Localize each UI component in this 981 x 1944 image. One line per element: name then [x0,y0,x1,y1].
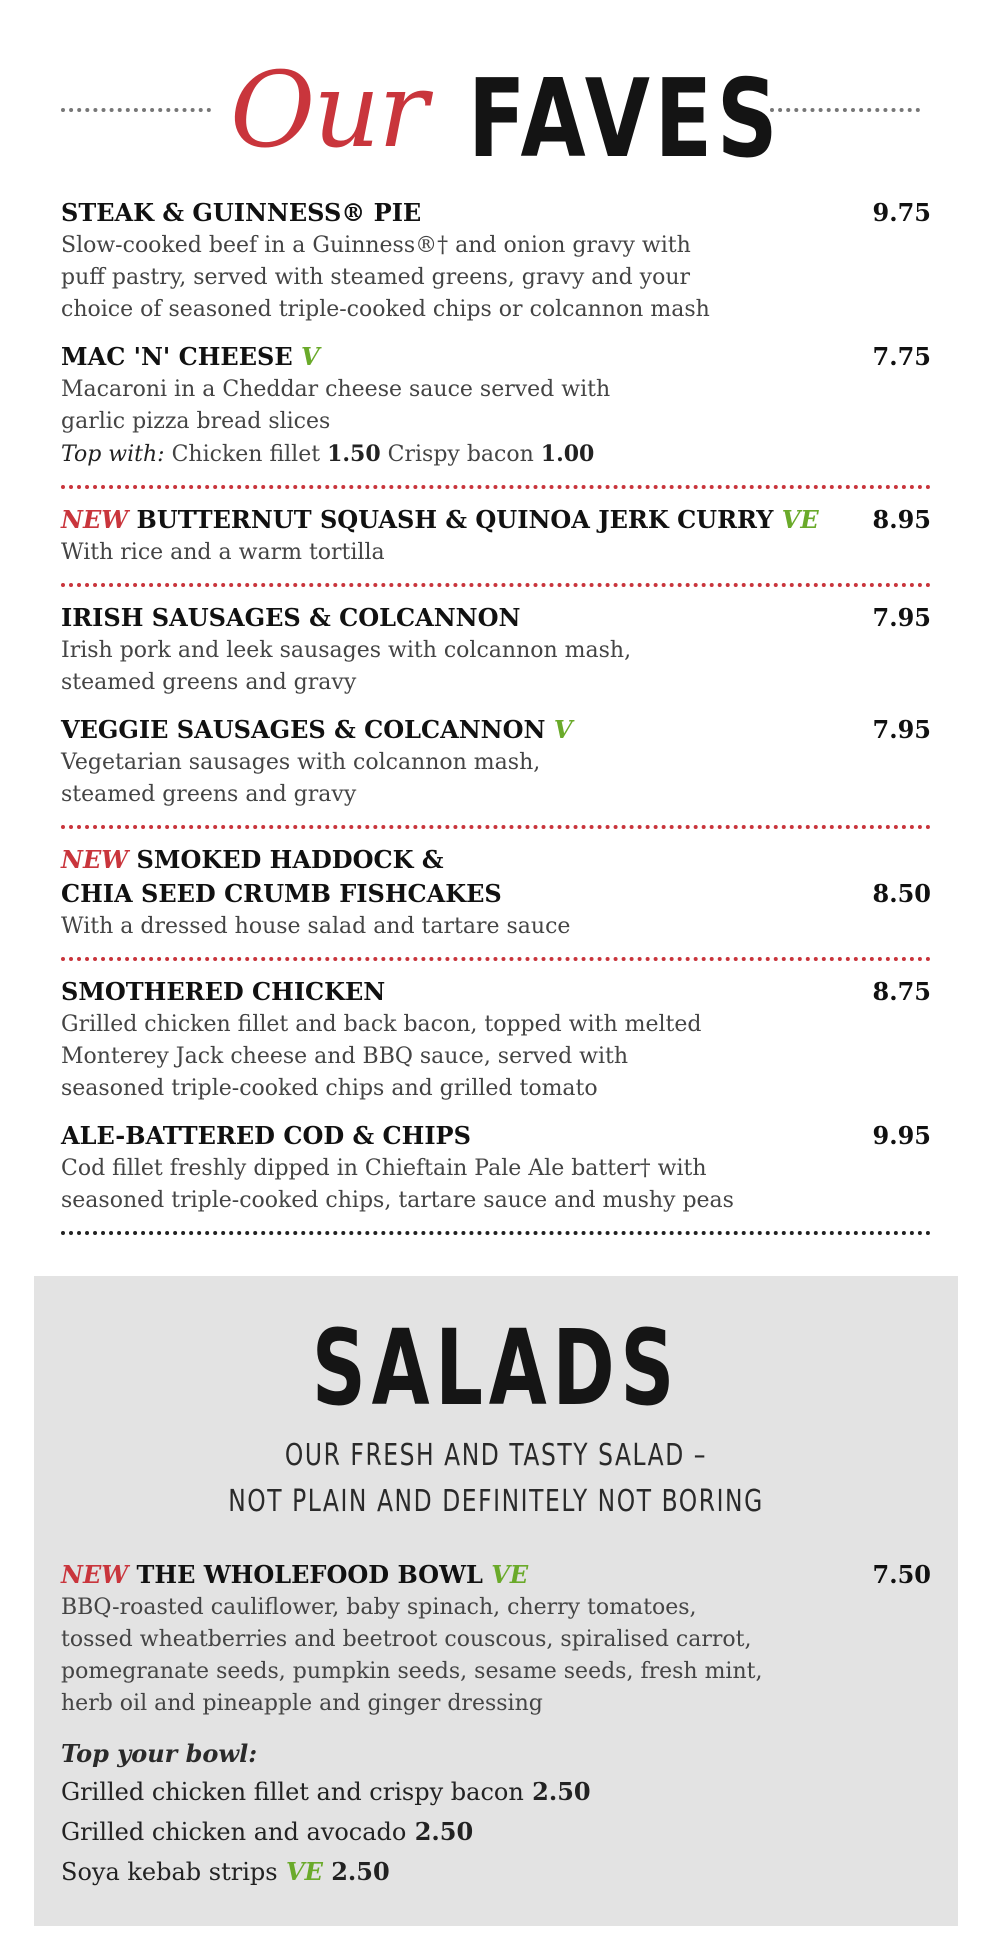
title-script-word: Our [230,49,426,171]
red-dotted-divider [61,583,931,587]
item-name-line-2: CHIA SEED CRUMB FISHCAKES [61,879,502,908]
vegan-badge: VE [285,1857,323,1886]
item-desc: With rice and a warm tortilla [61,540,385,565]
bowl-option: Grilled chicken and avocado 2.50 [61,1817,474,1846]
salads-subtitle-line-1: OUR FRESH AND TASTY SALAD – [284,1438,708,1473]
header-dots-left [61,108,211,112]
item-desc: Macaroni in a Cheddar cheese sauce served with garlic pizza bread slices Top with: Chicken fillet 1.50 Crispy bacon 1.00 [61,374,931,471]
salad-menu [61,1558,931,1892]
title-block-word: FAVES [468,57,783,182]
bowl-option: Grilled chicken fillet and crispy bacon 2.50 [61,1777,591,1806]
item-desc: Grilled chicken fillet and back bacon, topped with melted Monterey Jack cheese and BBQ sauce, served with seasoned triple-cooked chips and grilled tomato [61,1012,702,1101]
new-badge: NEW [61,505,129,534]
item-name: STEAK & GUINNESS® PIE [61,198,422,227]
item-name: NEW BUTTERNUT SQUASH & QUINOA JERK CURRY VE [61,505,819,534]
item-name: NEW THE WHOLEFOOD BOWL VE [61,1560,529,1589]
menu-item-jerk-curry [61,503,931,569]
top-your-bowl-label: Top your bowl: [61,1739,258,1768]
menu-item-mac-cheese [61,340,931,471]
header-dots-right [770,108,920,112]
salads-subtitle-line-2: NOT PLAIN AND DEFINITELY NOT BORING [228,1484,764,1519]
item-desc: Cod fillet freshly dipped in Chieftain Pale Ale batter† with seasoned triple-cooked chips, tartare sauce and mushy peas [61,1156,734,1213]
menu-item-wholefood-bowl [61,1558,931,1720]
item-name: NEW SMOKED HADDOCK & [61,845,444,874]
dark-dotted-divider [61,1231,931,1235]
vegetarian-badge: V [553,715,573,744]
item-price: 7.95 [872,603,931,632]
red-dotted-divider [61,485,931,489]
faves-menu [61,196,931,1249]
item-price: 8.95 [872,505,931,534]
top-with-line: Top with: Chicken fillet 1.50 Crispy bacon 1.00 [61,441,595,467]
vegan-badge: VE [491,1560,529,1589]
vegetarian-badge: V [300,342,320,371]
item-name: VEGGIE SAUSAGES & COLCANNON V [61,715,573,744]
item-name: ALE-BATTERED COD & CHIPS [61,1121,471,1150]
item-desc: BBQ-roasted cauliflower, baby spinach, cherry tomatoes, tossed wheatberries and beetroot couscous, spiralised carrot, pomegranate seeds, pumpkin seeds, sesame seeds, fresh mint, herb oil and pineapple and ginger dressing [61,1595,763,1716]
item-desc: Irish pork and leek sausages with colcannon mash, steamed greens and gravy [61,638,632,695]
item-name: IRISH SAUSAGES & COLCANNON [61,603,521,632]
salads-title: SALADS [311,1307,681,1429]
item-price: 7.50 [872,1560,931,1589]
new-badge: NEW [61,1560,129,1589]
red-dotted-divider [61,957,931,961]
item-price: 7.75 [872,342,931,371]
item-price: 8.50 [872,879,931,908]
menu-item-smothered-chicken [61,975,931,1105]
item-desc: Vegetarian sausages with colcannon mash, steamed greens and gravy [61,750,541,807]
bowl-option: Soya kebab strips VE 2.50 [61,1857,390,1886]
item-name: SMOTHERED CHICKEN [61,977,386,1006]
item-name: MAC 'N' CHEESE V [61,342,320,371]
item-price: 9.95 [872,1121,931,1150]
menu-item-veggie-sausages [61,713,931,811]
red-dotted-divider [61,825,931,829]
menu-item-fishcakes [61,843,931,943]
item-desc: Slow-cooked beef in a Guinness®† and onion gravy with puff pastry, served with steamed greens, gravy and your choice of seasoned triple-cooked chips or colcannon mash [61,233,710,322]
item-price: 9.75 [872,198,931,227]
item-price: 7.95 [872,715,931,744]
item-price: 8.75 [872,977,931,1006]
faves-header [0,40,981,190]
salads-section [34,1276,958,1926]
item-desc: With a dressed house salad and tartare sauce [61,914,571,939]
menu-item-irish-sausages [61,601,931,699]
new-badge: NEW [61,845,129,874]
vegan-badge: VE [781,505,819,534]
menu-item-steak-pie [61,196,931,326]
menu-item-cod-chips [61,1119,931,1217]
